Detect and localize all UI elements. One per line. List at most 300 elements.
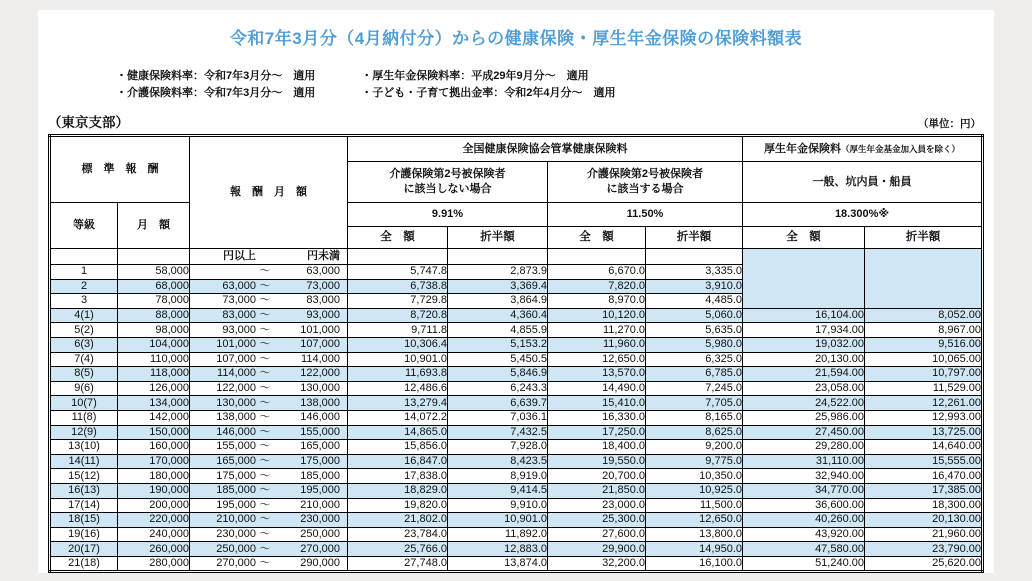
health-half-cell: 7,432.5 [448,425,548,440]
table-row [50,337,983,352]
health-full-cell: 5,747.8 [348,265,448,280]
health-half-cell: 5,846.9 [448,367,548,382]
salary-range-cell [190,513,348,528]
monthly-amount-cell: 142,000 [118,410,190,425]
salary-range-cell [190,527,348,542]
salary-range-cell [190,498,348,513]
header-full-3: 全 額 [743,227,865,249]
range-tilde: ～ [259,527,271,540]
table-row [50,513,983,528]
range-to: 230,000 [300,513,340,526]
range-to: 138,000 [300,396,340,409]
note-child-rate: ・子ども・子育て拠出金率：令和2年4月分～ 適用 [361,87,616,99]
health-full-cell: 6,738.8 [348,279,448,294]
range-from: 93,000 [222,323,256,336]
range-from: 73,000 [222,294,256,307]
pension-full-cell: 31,110.00 [743,454,865,469]
grade-cell: 10(7) [50,396,118,411]
health-care-full-cell: 20,700.0 [548,469,646,484]
pension-full-cell: 27,450.00 [743,425,865,440]
monthly-amount-cell: 180,000 [118,469,190,484]
grade-cell: 18(15) [50,513,118,528]
health-half-cell: 10,901.0 [448,513,548,528]
pension-half-cell: 21,960.00 [865,527,983,542]
health-care-half-cell: 10,350.0 [646,469,743,484]
salary-range-cell [190,483,348,498]
salary-range-cell [190,352,348,367]
range-to: 114,000 [301,352,340,365]
salary-range-cell [190,410,348,425]
pension-blank-block-full [743,249,865,309]
range-from: 210,000 [216,513,256,526]
range-to: 101,000 [300,323,340,336]
health-full-cell: 15,856.0 [348,440,448,455]
grade-cell: 14(11) [50,454,118,469]
range-from: 63,000 [222,279,256,292]
unit-label: （単位：円） [918,118,981,130]
health-care-half-cell: 8,165.0 [646,410,743,425]
pension-half-cell: 17,385.00 [865,483,983,498]
health-care-full-cell: 14,490.0 [548,381,646,396]
monthly-amount-cell: 170,000 [118,454,190,469]
health-care-half-cell: 5,980.0 [646,337,743,352]
health-full-cell: 14,072.2 [348,410,448,425]
header-care-applicable [548,162,743,203]
health-care-full-cell: 32,200.0 [548,556,646,572]
range-to: 63,000 [306,265,340,278]
document-page [38,10,994,573]
yen-under-label: 円未満 [307,250,340,262]
rate-care: 11.50% [548,203,743,227]
pension-half-cell: 16,470.00 [865,469,983,484]
pension-full-cell: 36,600.00 [743,498,865,513]
salary-range-cell [190,396,348,411]
health-full-cell: 14,865.0 [348,425,448,440]
health-care-full-cell: 8,970.0 [548,294,646,309]
pension-group-title: 厚生年金保険料 [764,142,841,155]
health-full-cell: 16,847.0 [348,454,448,469]
pension-half-cell: 12,261.00 [865,396,983,411]
note-pension-rate: ・厚生年金保険料率：平成29年9月分～ 適用 [361,70,589,82]
pension-full-cell: 19,032.00 [743,337,865,352]
salary-range-cell [190,454,348,469]
range-from: 114,000 [217,367,256,380]
range-tilde: ～ [259,323,271,336]
health-half-cell: 7,036.1 [448,410,548,425]
table-row [50,469,983,484]
pension-half-cell: 10,065.00 [865,352,983,367]
pension-full-cell: 24,522.00 [743,396,865,411]
pension-full-cell: 20,130.00 [743,352,865,367]
range-tilde: ～ [259,542,271,555]
range-tilde: ～ [259,498,271,511]
pension-full-cell: 16,104.00 [743,308,865,323]
unit-row-empty-cell [348,249,448,265]
table-row [50,396,983,411]
health-full-cell: 23,784.0 [348,527,448,542]
health-care-full-cell: 19,550.0 [548,454,646,469]
header-half-3: 折半額 [865,227,983,249]
grade-cell: 7(4) [50,352,118,367]
care-not-applicable-line2: に該当しない場合 [403,183,492,195]
health-full-cell: 7,729.8 [348,294,448,309]
range-tilde: ～ [259,513,271,526]
table-caption-bar [48,111,981,131]
pension-full-cell: 47,580.00 [743,542,865,557]
unit-row-empty-cell [646,249,743,265]
health-care-half-cell: 6,785.0 [646,367,743,382]
care-applicable-line1: 介護保険第2号被保険者 [586,168,704,180]
range-tilde: ～ [259,279,271,292]
range-to: 155,000 [300,425,340,438]
branch-label: （東京支部） [48,115,129,130]
salary-range-cell [190,265,348,280]
pension-half-cell: 14,640.00 [865,440,983,455]
header-half-1: 折半額 [448,227,548,249]
health-care-full-cell: 15,410.0 [548,396,646,411]
unit-row-empty-cell [448,249,548,265]
health-care-half-cell: 11,500.0 [646,498,743,513]
range-from: 250,000 [216,542,256,555]
range-tilde: ～ [259,367,271,380]
table-row [50,367,983,382]
health-care-full-cell: 27,600.0 [548,527,646,542]
monthly-amount-cell: 134,000 [118,396,190,411]
monthly-amount-cell: 220,000 [118,513,190,528]
pension-half-cell: 13,725.00 [865,425,983,440]
health-full-cell: 10,306.4 [348,337,448,352]
monthly-amount-cell: 160,000 [118,440,190,455]
unit-row [50,249,983,265]
salary-range-cell [190,367,348,382]
care-not-applicable-line1: 介護保険第2号被保険者 [389,168,506,180]
table-row [50,440,983,455]
health-care-full-cell: 17,250.0 [548,425,646,440]
salary-range-cell [190,381,348,396]
health-full-cell: 18,829.0 [348,483,448,498]
health-care-half-cell: 5,635.0 [646,323,743,338]
monthly-amount-cell: 58,000 [118,265,190,280]
grade-cell: 8(5) [50,367,118,382]
pension-full-cell: 43,920.00 [743,527,865,542]
pension-half-cell: 9,516.00 [865,337,983,352]
rate-table [48,134,984,573]
range-to: 146,000 [300,411,340,424]
range-from: 185,000 [216,484,256,497]
salary-range-cell [190,542,348,557]
health-care-half-cell: 9,200.0 [646,440,743,455]
pension-half-cell: 20,130.00 [865,513,983,528]
grade-cell: 6(3) [50,337,118,352]
range-tilde: ～ [259,425,271,438]
range-from: 83,000 [222,309,256,322]
health-care-full-cell: 23,000.0 [548,498,646,513]
health-half-cell: 2,873.9 [448,265,548,280]
range-tilde: ～ [259,309,271,322]
health-half-cell: 5,450.5 [448,352,548,367]
header-pension-group [743,136,983,162]
monthly-amount-cell: 98,000 [118,323,190,338]
health-full-cell: 12,486.6 [348,381,448,396]
range-from: 101,000 [216,338,256,351]
health-care-full-cell: 25,300.0 [548,513,646,528]
monthly-amount-cell: 150,000 [118,425,190,440]
header-row-rates [50,203,983,227]
monthly-amount-cell: 68,000 [118,279,190,294]
header-monthly-amount: 月 額 [118,203,190,249]
salary-range-cell [190,440,348,455]
health-full-cell: 9,711.8 [348,323,448,338]
health-full-cell: 17,838.0 [348,469,448,484]
range-to: 122,000 [300,367,340,380]
health-full-cell: 13,279.4 [348,396,448,411]
pension-half-cell: 15,555.00 [865,454,983,469]
salary-range-cell [190,337,348,352]
health-care-half-cell: 14,950.0 [646,542,743,557]
pension-blank-block-half [865,249,983,309]
grade-cell: 19(16) [50,527,118,542]
monthly-amount-cell: 240,000 [118,527,190,542]
table-row [50,381,983,396]
rate-notes-right [361,68,615,102]
range-tilde: ～ [259,294,271,307]
range-to: 73,000 [306,279,340,292]
header-full-1: 全 額 [348,227,448,249]
health-care-full-cell: 11,960.0 [548,337,646,352]
note-care-rate: ・介護保険料率：令和7年3月分～ 適用 [116,87,316,99]
range-to: 185,000 [300,469,340,482]
unit-row-monthly-cell [118,249,190,265]
range-tilde: ～ [259,411,271,424]
grade-cell: 21(18) [50,556,118,572]
grade-cell: 2 [50,279,118,294]
health-care-half-cell: 10,925.0 [646,483,743,498]
health-care-half-cell: 16,100.0 [646,556,743,572]
table-row [50,498,983,513]
note-health-rate: ・健康保険料率：令和7年3月分～ 適用 [116,70,316,82]
grade-cell: 17(14) [50,498,118,513]
range-from: 270,000 [216,557,256,570]
rate-notes-left [116,68,315,102]
salary-range-cell [190,294,348,309]
table-row [50,527,983,542]
health-full-cell: 21,802.0 [348,513,448,528]
table-row [50,308,983,323]
table-row [50,556,983,572]
health-half-cell: 8,919.0 [448,469,548,484]
monthly-amount-cell: 260,000 [118,542,190,557]
salary-range-cell [190,556,348,572]
pension-group-note: （厚生年金基金加入員を除く） [841,143,961,154]
range-from: 165,000 [216,455,256,468]
unit-row-grade-cell [50,249,118,265]
range-to: 250,000 [300,527,340,540]
range-tilde: ～ [259,396,271,409]
monthly-amount-cell: 118,000 [118,367,190,382]
health-care-full-cell: 16,330.0 [548,410,646,425]
range-from [190,265,256,278]
grade-cell: 12(9) [50,425,118,440]
unit-row-range-cell [190,249,348,265]
range-to: 83,000 [306,294,340,307]
health-half-cell: 11,892.0 [448,527,548,542]
pension-full-cell: 21,594.00 [743,367,865,382]
table-row [50,425,983,440]
grade-cell: 11(8) [50,410,118,425]
monthly-amount-cell: 104,000 [118,337,190,352]
pension-half-cell: 10,797.00 [865,367,983,382]
health-half-cell: 7,928.0 [448,440,548,455]
rate-pension: 18.300%※ [743,203,983,227]
range-from: 122,000 [216,382,256,395]
range-from: 195,000 [216,498,256,511]
range-to: 290,000 [300,557,340,570]
pension-full-cell: 51,240.00 [743,556,865,572]
health-half-cell: 5,153.2 [448,337,548,352]
care-applicable-line2: に該当する場合 [606,183,684,195]
health-half-cell: 3,369.4 [448,279,548,294]
monthly-amount-cell: 78,000 [118,294,190,309]
range-tilde: ～ [259,265,271,278]
health-care-half-cell: 9,775.0 [646,454,743,469]
range-from: 130,000 [216,396,256,409]
health-care-full-cell: 12,650.0 [548,352,646,367]
monthly-amount-cell: 88,000 [118,308,190,323]
table-row [50,542,983,557]
header-half-2: 折半額 [646,227,743,249]
rate-table-body [50,136,983,572]
range-tilde: ～ [259,338,271,351]
grade-cell: 5(2) [50,323,118,338]
range-tilde-spacer [256,250,274,263]
pension-half-cell: 23,790.00 [865,542,983,557]
header-full-2: 全 額 [548,227,646,249]
table-row [50,454,983,469]
header-care-not-applicable [348,162,548,203]
health-care-half-cell: 4,485.0 [646,294,743,309]
range-from: 107,000 [216,352,256,365]
range-tilde: ～ [259,557,271,570]
grade-cell: 16(13) [50,483,118,498]
health-full-cell: 11,693.8 [348,367,448,382]
range-to: 107,000 [300,338,340,351]
health-care-full-cell: 11,270.0 [548,323,646,338]
pension-half-cell: 18,300.00 [865,498,983,513]
pension-full-cell: 25,986.00 [743,410,865,425]
page-title: 令和7年3月分（4月納付分）からの健康保険・厚生年金保険の保険料額表 [229,29,803,48]
header-row-groups [50,136,983,162]
header-reward-monthly: 報 酬 月 額 [190,136,348,249]
range-to: 210,000 [300,498,340,511]
pension-full-cell: 34,770.00 [743,483,865,498]
range-to: 175,000 [300,455,340,468]
pension-half-cell: 12,993.00 [865,410,983,425]
health-care-full-cell: 7,820.0 [548,279,646,294]
range-tilde: ～ [259,484,271,497]
health-half-cell: 13,874.0 [448,556,548,572]
monthly-amount-cell: 200,000 [118,498,190,513]
health-half-cell: 9,910.0 [448,498,548,513]
grade-cell: 4(1) [50,308,118,323]
health-care-half-cell: 3,910.0 [646,279,743,294]
health-half-cell: 6,243.3 [448,381,548,396]
range-tilde: ～ [259,352,271,365]
range-to: 270,000 [300,542,340,555]
unit-row-empty-cell [548,249,646,265]
header-grade: 等級 [50,203,118,249]
health-half-cell: 4,360.4 [448,308,548,323]
table-row [50,410,983,425]
pension-full-cell: 40,260.00 [743,513,865,528]
grade-cell: 9(6) [50,381,118,396]
range-from: 155,000 [216,440,256,453]
header-standard-reward: 標 準 報 酬 [50,136,190,203]
salary-range-cell [190,279,348,294]
monthly-amount-cell: 190,000 [118,483,190,498]
health-full-cell: 10,901.0 [348,352,448,367]
monthly-amount-cell: 126,000 [118,381,190,396]
health-half-cell: 8,423.5 [448,454,548,469]
health-care-full-cell: 29,900.0 [548,542,646,557]
range-from: 138,000 [216,411,256,424]
health-care-full-cell: 21,850.0 [548,483,646,498]
health-full-cell: 27,748.0 [348,556,448,572]
range-to: 93,000 [306,309,340,322]
range-to: 165,000 [300,440,340,453]
health-care-full-cell: 13,570.0 [548,367,646,382]
health-half-cell: 4,855.9 [448,323,548,338]
health-care-half-cell: 13,800.0 [646,527,743,542]
health-care-half-cell: 12,650.0 [646,513,743,528]
health-care-half-cell: 6,325.0 [646,352,743,367]
health-half-cell: 6,639.7 [448,396,548,411]
health-full-cell: 8,720.8 [348,308,448,323]
grade-cell: 15(12) [50,469,118,484]
yen-over-label: 円以上 [223,250,256,262]
health-care-half-cell: 3,335.0 [646,265,743,280]
health-care-half-cell: 7,705.0 [646,396,743,411]
health-care-full-cell: 18,400.0 [548,440,646,455]
health-care-full-cell: 10,120.0 [548,308,646,323]
health-half-cell: 3,864.9 [448,294,548,309]
pension-full-cell: 32,940.00 [743,469,865,484]
health-care-full-cell: 6,670.0 [548,265,646,280]
pension-half-cell: 11,529.00 [865,381,983,396]
salary-range-cell [190,469,348,484]
pension-half-cell: 25,620.00 [865,556,983,572]
range-tilde: ～ [259,455,271,468]
rate-no-care: 9.91% [348,203,548,227]
salary-range-cell [190,425,348,440]
table-row [50,352,983,367]
health-half-cell: 12,883.0 [448,542,548,557]
pension-full-cell: 23,058.00 [743,381,865,396]
range-from: 146,000 [216,425,256,438]
health-care-half-cell: 5,060.0 [646,308,743,323]
grade-cell: 1 [50,265,118,280]
range-tilde: ～ [259,469,271,482]
health-care-half-cell: 7,245.0 [646,381,743,396]
range-to: 130,000 [300,382,340,395]
range-tilde: ～ [259,440,271,453]
health-half-cell: 9,414.5 [448,483,548,498]
header-pension-category: 一般、坑内員・船員 [743,162,983,203]
grade-cell: 13(10) [50,440,118,455]
monthly-amount-cell: 110,000 [118,352,190,367]
monthly-amount-cell: 280,000 [118,556,190,572]
range-tilde: ～ [259,382,271,395]
pension-half-cell: 8,052.00 [865,308,983,323]
